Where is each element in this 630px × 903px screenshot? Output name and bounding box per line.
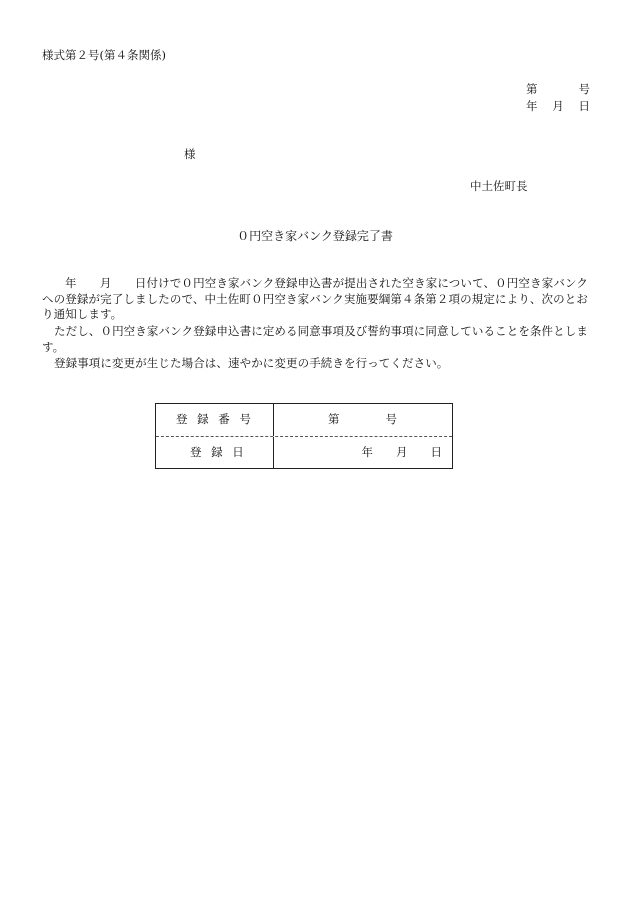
registration-date-label: 登 録 日 (156, 437, 274, 469)
registration-table (155, 403, 453, 469)
table-row-registration-date (156, 437, 452, 469)
recipient-honorific: 様 (184, 147, 196, 161)
body-paragraph-notice: 年 月 日付けで０円空き家バンク登録申込書が提出された空き家について、０円空き家バンクへの登録が完了しましたので、中土佐町０円空き家バンク実施要綱第４条第２項の規定により、次のとおり通知します。 (42, 276, 588, 321)
document-number-prefix: 第 (526, 82, 538, 96)
body-paragraph-change-instruction: 登録事項に変更が生じた場合は、速やかに変更の手続きを行ってください。 (54, 356, 449, 370)
registration-date-value: 年 月 日 (361, 445, 442, 460)
document-date (526, 101, 590, 113)
document-date-day: 日 (578, 99, 590, 113)
document-title: ０円空き家バンク登録完了書 (237, 229, 393, 243)
document-number (526, 84, 590, 96)
document-date-month: 月 (552, 99, 564, 113)
document-number-suffix: 号 (578, 82, 590, 96)
form-number: 様式第２号(第４条関係) (42, 48, 166, 62)
body-paragraph-condition: ただし、０円空き家バンク登録申込書に定める同意事項及び誓約事項に同意していることを条件とします。 (42, 324, 588, 354)
sender-name: 中土佐町長 (470, 179, 528, 193)
table-row-registration-number (156, 404, 452, 437)
document-date-year: 年 (526, 99, 538, 113)
registration-number-label: 登 録 番 号 (156, 404, 274, 436)
registration-number-value: 第 号 (328, 412, 397, 427)
